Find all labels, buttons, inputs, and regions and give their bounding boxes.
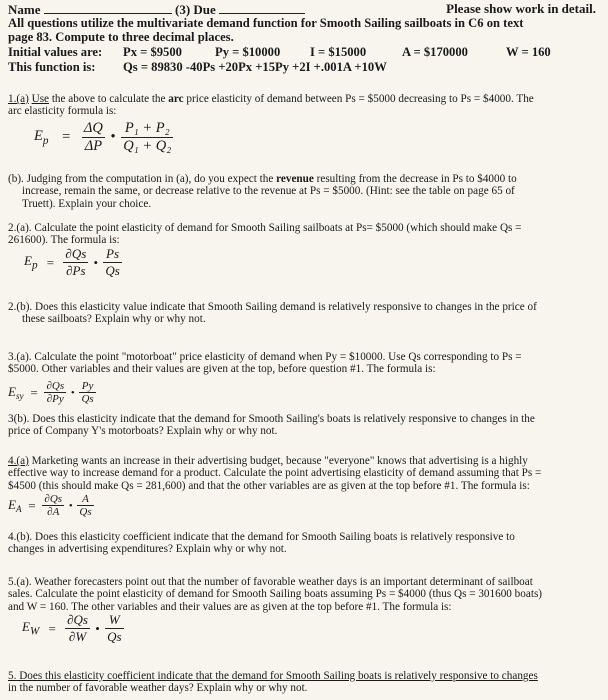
q2b-line-1: 2.(b). Does this elasticity value indicate that Smooth Sailing demand is relatively responsive to changes in the price of [8,301,537,313]
weather-elasticity-formula [22,612,124,645]
eq3-fraction-2: $\frac{Py}{Qs}$ [81,380,94,405]
q2b-line-2: these sailboats? Explain why or why not. [22,313,206,326]
q1b-revenue: revenue [276,173,314,185]
q5a-line-1: 5.(a). Weather forecasters point out that the number of favorable weather days is an important determinant of sailboat [8,576,533,588]
eq1-fraction-2: $\frac{\text{P₁ + P₂}}{\text{Q₁ + Q₂}}$ [123,120,172,154]
function-row [8,61,600,74]
q5b-line-1: Does this elasticity coefficient indicate that the demand for Smooth Sailing boats is relatively responsive to changes [16,670,538,682]
function-label: This function is: [8,60,96,74]
q2a-line-2: 261600). The formula is: [8,234,120,247]
q5b-line-2: in the number of favorable weather days? Explain why or why not. [8,682,308,695]
eq4-fraction-2: $\frac{A}{Qs}$ [79,493,92,518]
question-3a [8,351,600,376]
q4a-line-2: effective way to increase demand for a product. Calculate the point advertising elasticity of demand assuming that Ps = [8,467,542,480]
eq5-dot: • [95,620,100,636]
i-value: I = $15000 [310,45,367,59]
question-5b [8,670,600,695]
px-value: Px = $9500 [123,45,182,59]
initial-values-label: Initial values are: [8,45,103,59]
initial-values-row [8,46,600,59]
eq4-equals: = [28,497,36,513]
q2a-line-1: 2.(a). Calculate the point elasticity of demand for Smooth Sailing sailboats at Ps= $5000 (which should make Qs = [8,222,522,234]
point-elasticity-formula [24,246,122,279]
eq4-lhs: $E_A$ [8,496,22,515]
q5a-line-2: sales. Calculate the point elasticity of demand for Smooth Sailing boats assuming Ps = $4000 (thus Qs = 301600 boats) [8,588,543,601]
eq5-fraction-1: $\frac{\partial Qs}{\partial W}$ [67,612,88,644]
eq1-fraction-1: $\frac{\Delta Q}{\Delta P}$ [83,120,103,154]
q1a-text-1: the above to calculate the [49,93,169,105]
q4b-line-1: 4.(b). Does this elasticity coefficient indicate that the demand for Smooth Sailing boats is relatively responsive to [8,531,515,543]
eq3-dot: • [70,386,75,399]
show-work-note: Please show work in detail. [446,1,596,16]
eq5-fraction-2: $\frac{W}{Qs}$ [107,612,122,644]
eq3-lhs: $E_{sy}$ [8,383,24,402]
eq4-fraction-1: $\frac{\partial Qs}{\partial A}$ [44,493,63,518]
q4b-line-2: changes in advertising expenditures? Explain why or why not. [8,543,287,556]
advertising-elasticity-formula [8,493,94,518]
eq2-dot: • [93,254,99,270]
q4a-line-1: Marketing wants an increase in their advertising budget, because "everyone" knows that advertising is a highly [28,455,528,467]
q1a-arc: arc [168,93,184,105]
question-1a [8,93,600,118]
eq2-fraction-1: $\frac{\partial Qs}{\partial Ps}$ [65,246,87,278]
intro-line-2: page 83. Compute to three decimal places. [8,30,234,44]
due-label: (3) Due [175,2,216,17]
q3a-line-2: $5000. Other variables and their values are given at the top, before question #1. The formula is: [8,363,436,376]
intro-text [8,16,600,44]
q1a-number: 1.(a) [8,93,29,105]
demand-function: Qs = 89830 -40Ps +20Px +15Py +2I +.001A +10W [123,60,387,74]
q1a-text-2: price elasticity of demand between Ps = $5000 decreasing to Ps = $4000. The [183,93,534,105]
py-value: Py = $10000 [215,45,281,59]
q1a-use: Use [31,93,50,105]
eq1-lhs: $E_p$ [34,127,49,147]
intro-line-1: All questions utilize the multivariate demand function for Smooth Sailing sailboats in C6 on text [8,16,524,30]
q4a-line-3: $4500 (this should make Qs = 281,600) and that the other variables are as given at the top before #1. The formula is: [8,479,530,492]
question-4a [8,455,600,492]
eq5-lhs: $E_W$ [22,619,40,638]
q1a-line-2: arc elasticity formula is: [8,105,117,118]
question-3b [8,413,600,438]
q1b-line-3: Truett). Explain your choice. [22,197,152,210]
due-blank [219,2,305,14]
question-2a [8,222,600,247]
eq1-equals: = [62,129,71,145]
arc-elasticity-formula [34,120,173,155]
question-5a [8,576,600,613]
cross-elasticity-formula [8,380,96,405]
q1b-line-1a: (b). Judging from the computation in (a), do you expect the [8,173,277,185]
a-value: A = $170000 [402,45,468,59]
name-blank [44,2,172,14]
eq3-equals: = [30,384,38,400]
eq2-equals: = [46,254,55,270]
eq4-dot: • [68,499,73,512]
q1b-line-2: increase, remain the same, or decrease relative to the revenue at Ps = $5000. (Hint: see the table on page 65 of [22,185,515,198]
q5a-line-3: and W = 160. The other variables and their values are as given at the top before #1. The formula is: [8,600,452,613]
q3a-line-1: 3.(a). Calculate the point "motorboat" price elasticity of demand when Py = $10000. Use Qs corresponding to Ps = [8,351,522,363]
q3b-line-2: price of Company Y's motorboats? Explain why or why not. [8,425,278,438]
name-label: Name [8,2,41,17]
question-2b [8,301,600,326]
eq1-dot: • [110,129,116,145]
question-4b [8,531,600,556]
eq2-lhs: $E_p$ [24,253,38,272]
w-value: W = 160 [506,45,551,59]
question-1b [8,173,600,210]
q5b-number: 5. [8,670,17,682]
q3b-line-1: 3(b). Does this elasticity indicate that the demand for Smooth Sailing's boats is relatively responsive to changes in the [8,413,535,425]
q4a-number: 4.(a) [8,455,29,467]
eq3-fraction-1: $\frac{\partial Qs}{\partial Py}$ [46,380,65,405]
eq2-fraction-2: $\frac{Ps}{Qs}$ [105,246,120,278]
eq5-equals: = [48,620,56,636]
q1b-line-1b: resulting from the decrease in Ps to $4000 to [313,173,517,185]
